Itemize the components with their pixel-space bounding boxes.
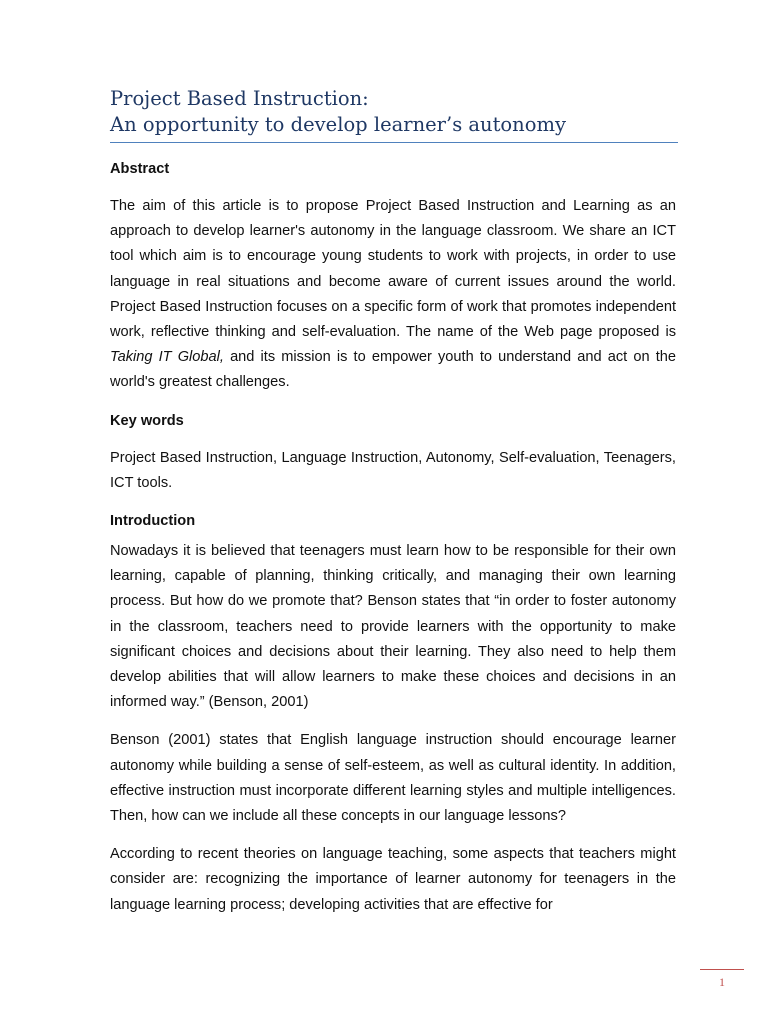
- title-underline: [110, 142, 678, 143]
- abstract-section: [110, 157, 676, 396]
- document-title: [110, 86, 680, 138]
- document-body: [110, 157, 676, 918]
- keywords-paragraph: Project Based Instruction, Language Instruction, Autonomy, Self-evaluation, Teenagers, ICT tools.: [110, 449, 676, 491]
- keywords-heading: Key words: [110, 412, 184, 429]
- title-line-1: Project Based Instruction:: [110, 87, 369, 110]
- keywords-section: [110, 409, 676, 496]
- introduction-paragraph-2: Benson (2001) states that English language instruction should encourage learner autonomy while building a sense of self-esteem, as well as cultural identity. In addition, effective instruction must incorporate different learning styles and multiple intelligences. Then, how can we include all these concepts in our language lessons?: [110, 732, 676, 825]
- abstract-text-start: The aim of this article is to propose Project Based Instruction and Learning as an approach to develop learner's autonomy in the language classroom. We share an ICT tool which aim is to encourage young students to work with projects, in order to use language in real situations and become aware of current issues around the world. Project Based Instruction focuses on a specific form of work that promotes independent work, reflective thinking and self-evaluation. The name of the Web page proposed is: [110, 198, 676, 341]
- footer-rule: [700, 969, 744, 970]
- title-line-2: An opportunity to develop learner’s autonomy: [110, 113, 566, 136]
- abstract-text-end: and its mission is to empower youth to understand and act on the world's greatest challenges.: [110, 349, 676, 391]
- introduction-section: [110, 509, 676, 918]
- abstract-website-name: Taking IT Global,: [110, 349, 224, 366]
- abstract-paragraph: [110, 194, 676, 396]
- introduction-heading: Introduction: [110, 513, 196, 530]
- introduction-paragraph-1: Nowadays it is believed that teenagers must learn how to be responsible for their own learning, capable of planning, thinking critically, and managing their own learning process. But how do we promote that? Benson states that “in order to foster autonomy in the classroom, teachers need to provide learners with the opportunity to make significant choices and decisions about their learning. They also need to help them develop abilities that will allow learners to make these choices and decisions in an informed way.” (Benson, 2001): [110, 543, 676, 711]
- abstract-heading: Abstract: [110, 161, 170, 177]
- introduction-paragraph-3: According to recent theories on language teaching, some aspects that teachers might consider are: recognizing the importance of learner autonomy for teenagers in the language learning process; developing activities that are effective for: [110, 846, 676, 913]
- page-number: 1: [719, 975, 725, 989]
